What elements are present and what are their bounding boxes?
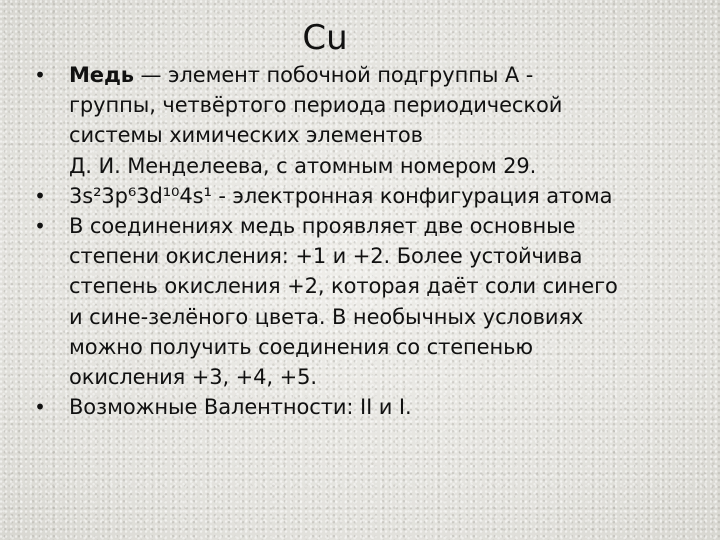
bullet-line: и сине-зелёного цвета. В необычных условиях — [69, 304, 584, 329]
bullet-icon: • — [34, 63, 46, 87]
bullet-line: группы, четвёртого периода периодической — [69, 93, 563, 118]
bullet-item-valences — [30, 392, 710, 422]
bullet-line: степень окисления +2, которая даёт соли синего — [69, 274, 618, 299]
bullet-list — [30, 60, 710, 422]
bullet-item-definition — [30, 60, 710, 181]
bullet-text: — элемент побочной подгруппы А - — [133, 63, 534, 87]
bullet-item-oxidation-states — [30, 211, 710, 392]
bullet-line: системы химических элементов — [69, 123, 423, 148]
bullet-icon: • — [34, 395, 46, 420]
bullet-item-electron-config — [30, 181, 710, 211]
bullet-line: окисления +3, +4, +5. — [69, 365, 317, 390]
bold-term: Медь — [69, 63, 134, 87]
bullet-line: 3s²3p⁶3d¹⁰4s¹ - электронная конфигурация атома — [69, 183, 613, 208]
bullet-line: степени окисления: +1 и +2. Более устойчива — [69, 244, 583, 269]
bullet-icon: • — [34, 183, 46, 208]
bullet-line — [69, 60, 710, 90]
bullet-line: Д. И. Менделеева, с атомным номером 29. — [69, 153, 537, 178]
bullet-line: В соединениях медь проявляет две основные — [69, 214, 576, 239]
bullet-line: Возможные Валентности: II и I. — [69, 395, 412, 420]
bullet-icon: • — [34, 214, 46, 239]
slide-title: Cu — [302, 18, 348, 58]
bullet-line: можно получить соединения со степенью — [69, 334, 533, 359]
